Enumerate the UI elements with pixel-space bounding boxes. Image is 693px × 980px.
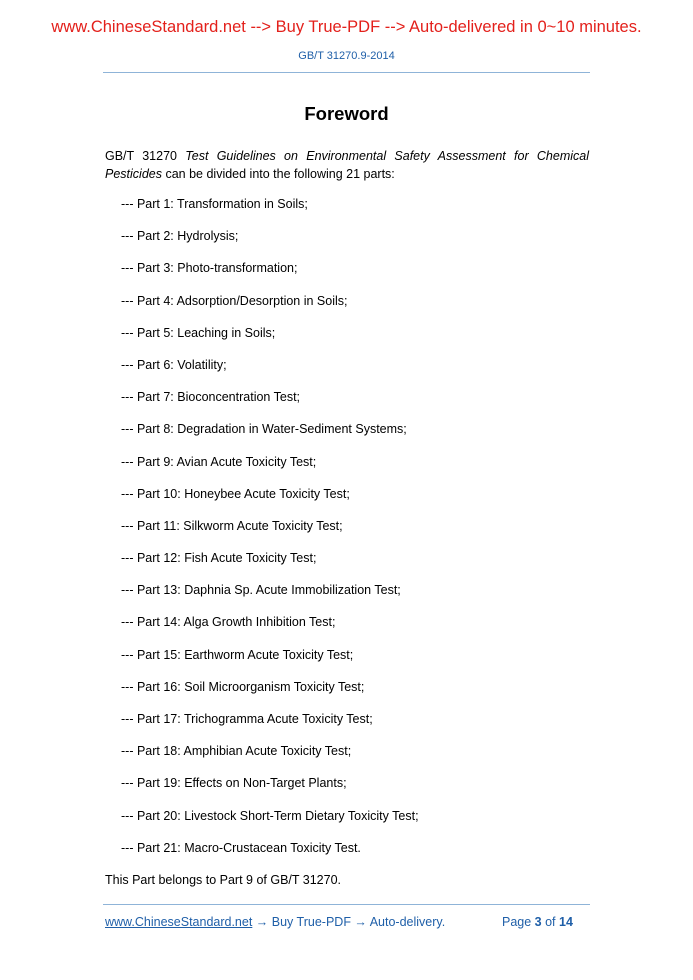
- intro-tail: can be divided into the following 21 parts:: [161, 167, 395, 181]
- intro-lead: GB/T 31270: [105, 149, 186, 163]
- list-item: --- Part 4: Adsorption/Desorption in Soils;: [121, 293, 348, 308]
- list-item: --- Part 16: Soil Microorganism Toxicity Test;: [121, 679, 365, 694]
- list-item: --- Part 19: Effects on Non-Target Plants;: [121, 776, 347, 791]
- parts-list: [121, 195, 419, 871]
- list-item: --- Part 10: Honeybee Acute Toxicity Test;: [121, 486, 350, 501]
- list-item: --- Part 12: Fish Acute Toxicity Test;: [121, 551, 317, 566]
- standard-number-header: GB/T 31270.9-2014: [298, 50, 395, 62]
- list-item: --- Part 8: Degradation in Water-Sediment Systems;: [121, 422, 407, 437]
- promo-banner[interactable]: www.ChineseStandard.net --> Buy True-PDF --> Auto-delivered in 0~10 minutes.: [51, 18, 642, 36]
- list-item: --- Part 14: Alga Growth Inhibition Test;: [121, 615, 336, 630]
- footer-purchase-link[interactable]: [105, 915, 445, 929]
- series-title: Test Guidelines on Environmental Safety Assessment for Chemical Pesticides: [105, 149, 589, 181]
- list-item: --- Part 15: Earthworm Acute Toxicity Test;: [121, 647, 354, 662]
- list-item: --- Part 9: Avian Acute Toxicity Test;: [121, 454, 317, 469]
- footer-divider: [103, 904, 590, 905]
- page-current: 3: [534, 915, 542, 929]
- list-item: --- Part 2: Hydrolysis;: [121, 229, 239, 244]
- arrow-right-icon: →: [350, 915, 370, 929]
- list-item: --- Part 18: Amphibian Acute Toxicity Test;: [121, 744, 352, 759]
- closing-statement: This Part belongs to Part 9 of GB/T 31270.: [105, 873, 342, 887]
- header-divider: [103, 72, 590, 73]
- list-item: --- Part 17: Trichogramma Acute Toxicity Test;: [121, 712, 373, 726]
- list-item: --- Part 21: Macro-Crustacean Toxicity Test.: [121, 840, 361, 855]
- list-item: --- Part 20: Livestock Short-Term Dietary Toxicity Test;: [121, 808, 419, 823]
- list-item: --- Part 6: Volatility;: [121, 357, 227, 372]
- footer-site-link[interactable]: www.ChineseStandard.net: [105, 915, 253, 929]
- list-item: --- Part 11: Silkworm Acute Toxicity Test;: [121, 518, 343, 533]
- footer-delivery-text: Auto-delivery.: [369, 915, 446, 929]
- footer-buy-text: Buy True-PDF: [271, 915, 351, 929]
- list-item: --- Part 13: Daphnia Sp. Acute Immobilization Test;: [121, 583, 401, 598]
- page-indicator: [502, 915, 573, 929]
- list-item: --- Part 7: Bioconcentration Test;: [121, 390, 301, 405]
- page-total: 14: [559, 915, 573, 929]
- page-title: Foreword: [304, 103, 389, 124]
- list-item: --- Part 1: Transformation in Soils;: [121, 197, 308, 211]
- intro-paragraph: [105, 147, 589, 183]
- page-label: Page: [502, 915, 535, 929]
- page-of-label: of: [541, 915, 559, 929]
- list-item: --- Part 5: Leaching in Soils;: [121, 325, 276, 340]
- list-item: --- Part 3: Photo-transformation;: [121, 261, 298, 276]
- arrow-right-icon: →: [252, 915, 272, 929]
